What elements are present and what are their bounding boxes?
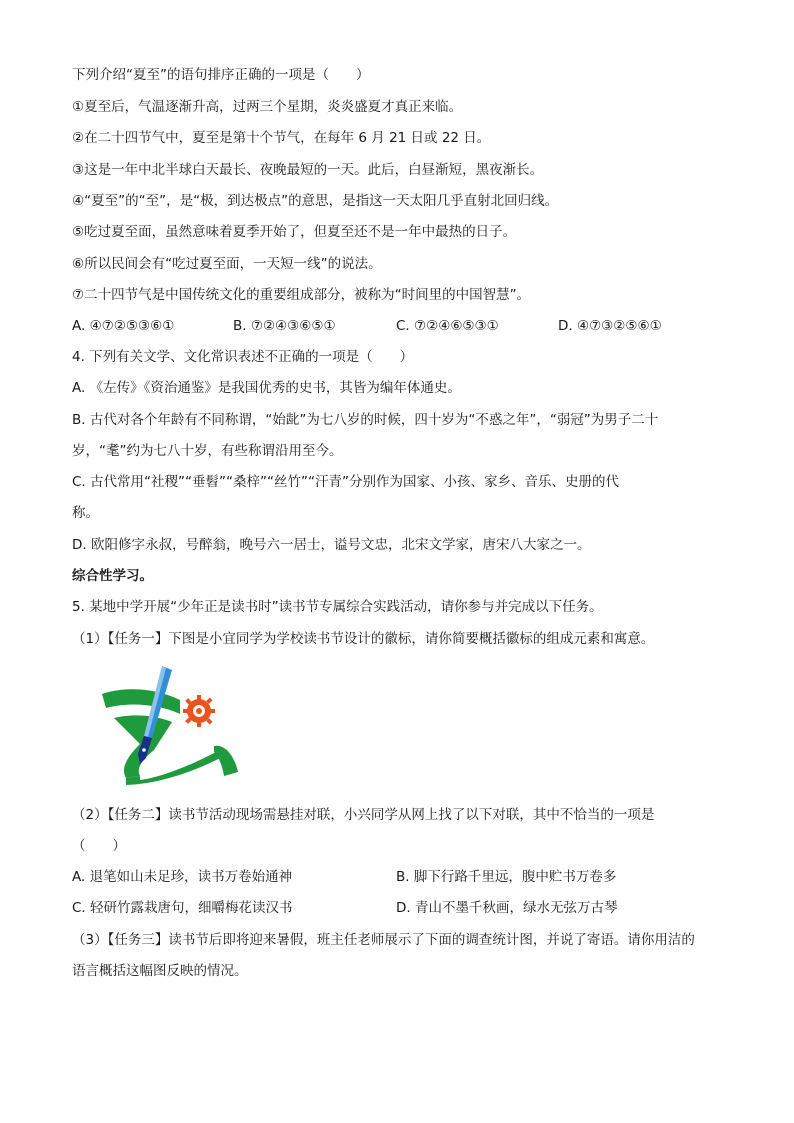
gear-sun-icon — [183, 695, 215, 727]
q5-task2-line2: （ ） — [72, 838, 126, 854]
q5-task3-line1: （3）【任务三】读书节后即将迎来暑假，班主任老师展示了下面的调查统计图，并说了寄语。请你用洁的 — [72, 932, 695, 948]
q3-sentence-3: ③这是一年中北半球白天最长、夜晚最短的一天。此后，白昼渐短，黑夜渐长。 — [72, 162, 544, 178]
q3-sentence-6: ⑥所以民间会有“吃过夏至面，一天短一线”的说法。 — [72, 256, 382, 272]
q5-option-c: C. 轻研竹露栽唐句，细嚼梅花读汉书 — [72, 900, 293, 916]
q3-option-d: D. ④⑦③②⑤⑥① — [558, 318, 662, 334]
q4-stem: 4. 下列有关文学、文化常识表述不正确的一项是（ ） — [72, 349, 414, 365]
q3-option-c: C. ⑦②④⑥⑤③① — [396, 318, 499, 334]
q5-task1: （1）【任务一】下图是小宜同学为学校读书节设计的徽标，请你简要概括徽标的组成元素和寓意。 — [72, 631, 655, 647]
q5-option-a: A. 退笔如山未足珍，读书万卷始通神 — [72, 869, 293, 885]
q5-task2-line1: （2）【任务二】读书节活动现场需悬挂对联，小兴同学从网上找了以下对联，其中不恰当的一项是 — [72, 807, 655, 823]
q3-sentence-1: ①夏至后，气温逐渐升高，过两三个星期，炎炎盛夏才真正来临。 — [72, 99, 463, 115]
q4-option-b-line2: 岁，“耄”约为七八十岁，有些称谓沿用至今。 — [72, 443, 343, 459]
q3-option-a: A. ④⑦②⑤③⑥① — [72, 318, 175, 334]
q4-option-c-line1: C. 古代常用“社稷”“垂髫”“桑梓”“丝竹”“汗青”分别作为国家、小孩、家乡、音乐、史册的代 — [72, 474, 619, 490]
q4-option-d: D. 欧阳修字永叔，号醉翁，晚号六一居士，谥号文忠，北宋文学家，唐宋八大家之一。 — [72, 537, 591, 553]
q4-option-b-line1: B. 古代对各个年龄有不同称谓，“始龀”为七八岁的时候，四十岁为“不惑之年”，“弱冠”为男子二十 — [72, 412, 659, 428]
section-title: 综合性学习。 — [72, 568, 153, 584]
q5-task3-line2: 语言概括这幅图反映的情况。 — [72, 963, 248, 979]
q3-sentence-5: ⑤吃过夏至面，虽然意味着夏季开始了，但夏至还不是一年中最热的日子。 — [72, 224, 517, 240]
green-book-ribbon-icon — [102, 689, 238, 785]
q3-option-b: B. ⑦②④③⑥⑤① — [233, 318, 336, 334]
q5-stem: 5. 某地中学开展“少年正是读书时”读书节专属综合实践活动，请你参与并完成以下任务。 — [72, 599, 603, 615]
q3-sentence-2: ②在二十四节气中，夏至是第十个节气，在每年 6 月 21 日或 22 日。 — [72, 130, 491, 146]
q3-sentence-4: ④“夏至”的“至”，是“极，到达极点”的意思，是指这一天太阳几乎直射北回归线。 — [72, 193, 559, 209]
q5-option-b: B. 脚下行路千里远，腹中贮书万卷多 — [396, 869, 617, 885]
q3-sentence-7: ⑦二十四节气是中国传统文化的重要组成部分，被称为“时间里的中国智慧”。 — [72, 287, 531, 303]
q3-stem: 下列介绍“夏至”的语句排序正确的一项是（ ） — [72, 67, 370, 83]
q5-option-d: D. 青山不墨千秋画，绿水无弦万古琴 — [396, 900, 618, 916]
reading-festival-emblem-logo — [96, 664, 244, 786]
q4-option-a: A. 《左传》《资治通鉴》是我国优秀的史书，其皆为编年体通史。 — [72, 380, 461, 396]
q4-option-c-line2: 称。 — [72, 505, 99, 521]
